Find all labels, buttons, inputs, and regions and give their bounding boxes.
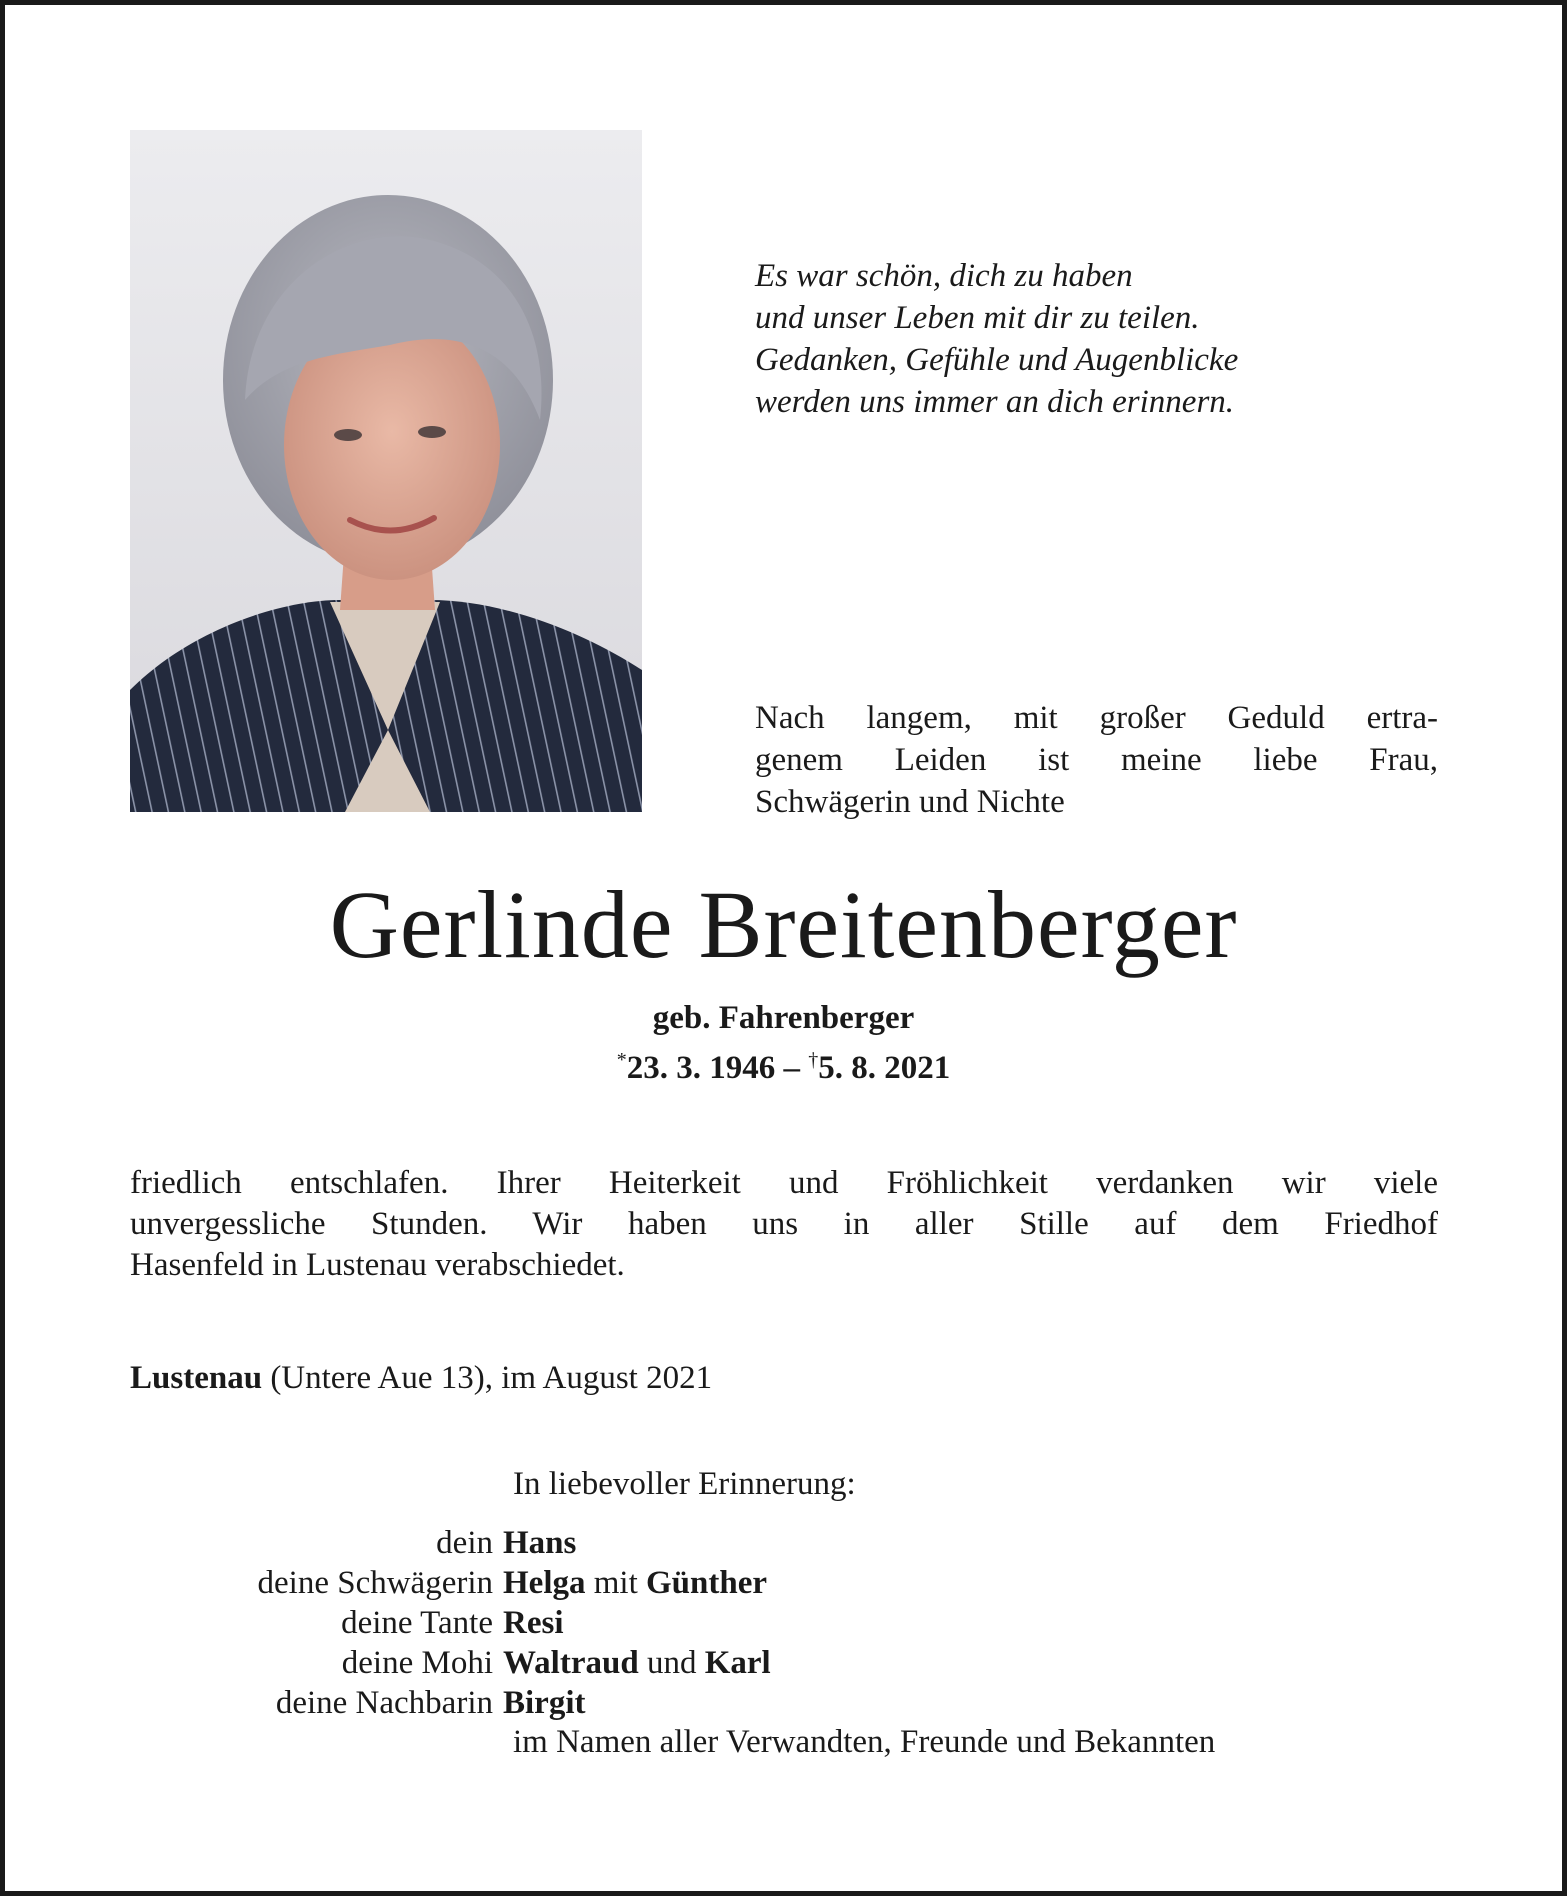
body-line: unvergessliche Stunden. Wir haben uns in aller Stille auf dem Friedhof xyxy=(130,1206,1438,1242)
mourner-name: Helga xyxy=(503,1565,586,1601)
intro-text xyxy=(755,697,1438,823)
mourners-closing: im Namen aller Verwandten, Freunde und Bekannten xyxy=(513,1724,1216,1760)
mourners-heading: In liebevoller Erinnerung: xyxy=(513,1466,856,1502)
mourner-relation: deine Mohi xyxy=(341,1645,493,1681)
mourner-name: Birgit xyxy=(503,1685,586,1721)
intro-line: genem Leiden ist meine liebe Frau, xyxy=(755,742,1438,778)
mourner-partner-name: Karl xyxy=(704,1645,771,1681)
mourner-row xyxy=(130,1563,1450,1603)
memorial-quote xyxy=(755,255,1455,423)
mourner-name: Hans xyxy=(503,1525,577,1561)
quote-line: und unser Leben mit dir zu teilen. xyxy=(755,300,1200,336)
body-paragraph xyxy=(130,1163,1438,1286)
quote-line: Es war schön, dich zu haben xyxy=(755,258,1133,294)
mourner-relation: deine Schwägerin xyxy=(257,1565,493,1601)
quote-line: werden uns immer an dich erinnern. xyxy=(755,384,1235,420)
place-date-line xyxy=(130,1357,1430,1399)
death-symbol: † xyxy=(808,1049,819,1071)
birth-date: 23. 3. 1946 xyxy=(626,1050,776,1086)
portrait-photo xyxy=(130,130,642,812)
place-town: Lustenau xyxy=(130,1360,263,1396)
maiden-name: geb. Fahrenberger xyxy=(652,1000,915,1036)
mourner-relation: dein xyxy=(436,1525,493,1561)
birth-symbol: * xyxy=(616,1049,627,1071)
mourner-conjunction: mit xyxy=(585,1565,646,1601)
intro-line: Schwägerin und Nichte xyxy=(755,784,1065,820)
mourner-name: Waltraud xyxy=(503,1645,639,1681)
mourner-name: Resi xyxy=(503,1605,564,1641)
quote-line: Gedanken, Gefühle und Augenblicke xyxy=(755,342,1239,378)
intro-line: Nach langem, mit großer Geduld ertra- xyxy=(755,700,1438,736)
mourner-relation: deine Tante xyxy=(341,1605,493,1641)
mourner-relation: deine Nachbarin xyxy=(275,1685,493,1721)
life-dates xyxy=(0,1038,1567,1090)
deceased-name: Gerlinde Breitenberger xyxy=(329,871,1238,978)
body-line: Hasenfeld in Lustenau verabschiedet. xyxy=(130,1247,625,1283)
mourner-row xyxy=(130,1643,1450,1683)
mourner-row xyxy=(130,1523,1450,1563)
body-line: friedlich entschlafen. Ihrer Heiterkeit und Fröhlichkeit verdanken wir viele xyxy=(130,1165,1438,1201)
mourner-row xyxy=(130,1603,1450,1643)
mourner-row xyxy=(130,1683,1450,1723)
mourner-conjunction: und xyxy=(638,1645,705,1681)
place-address: (Untere Aue 13), im August 2021 xyxy=(262,1360,713,1396)
date-separator: – xyxy=(775,1050,809,1086)
death-date: 5. 8. 2021 xyxy=(818,1050,951,1086)
mourner-partner-name: Günther xyxy=(646,1565,768,1601)
